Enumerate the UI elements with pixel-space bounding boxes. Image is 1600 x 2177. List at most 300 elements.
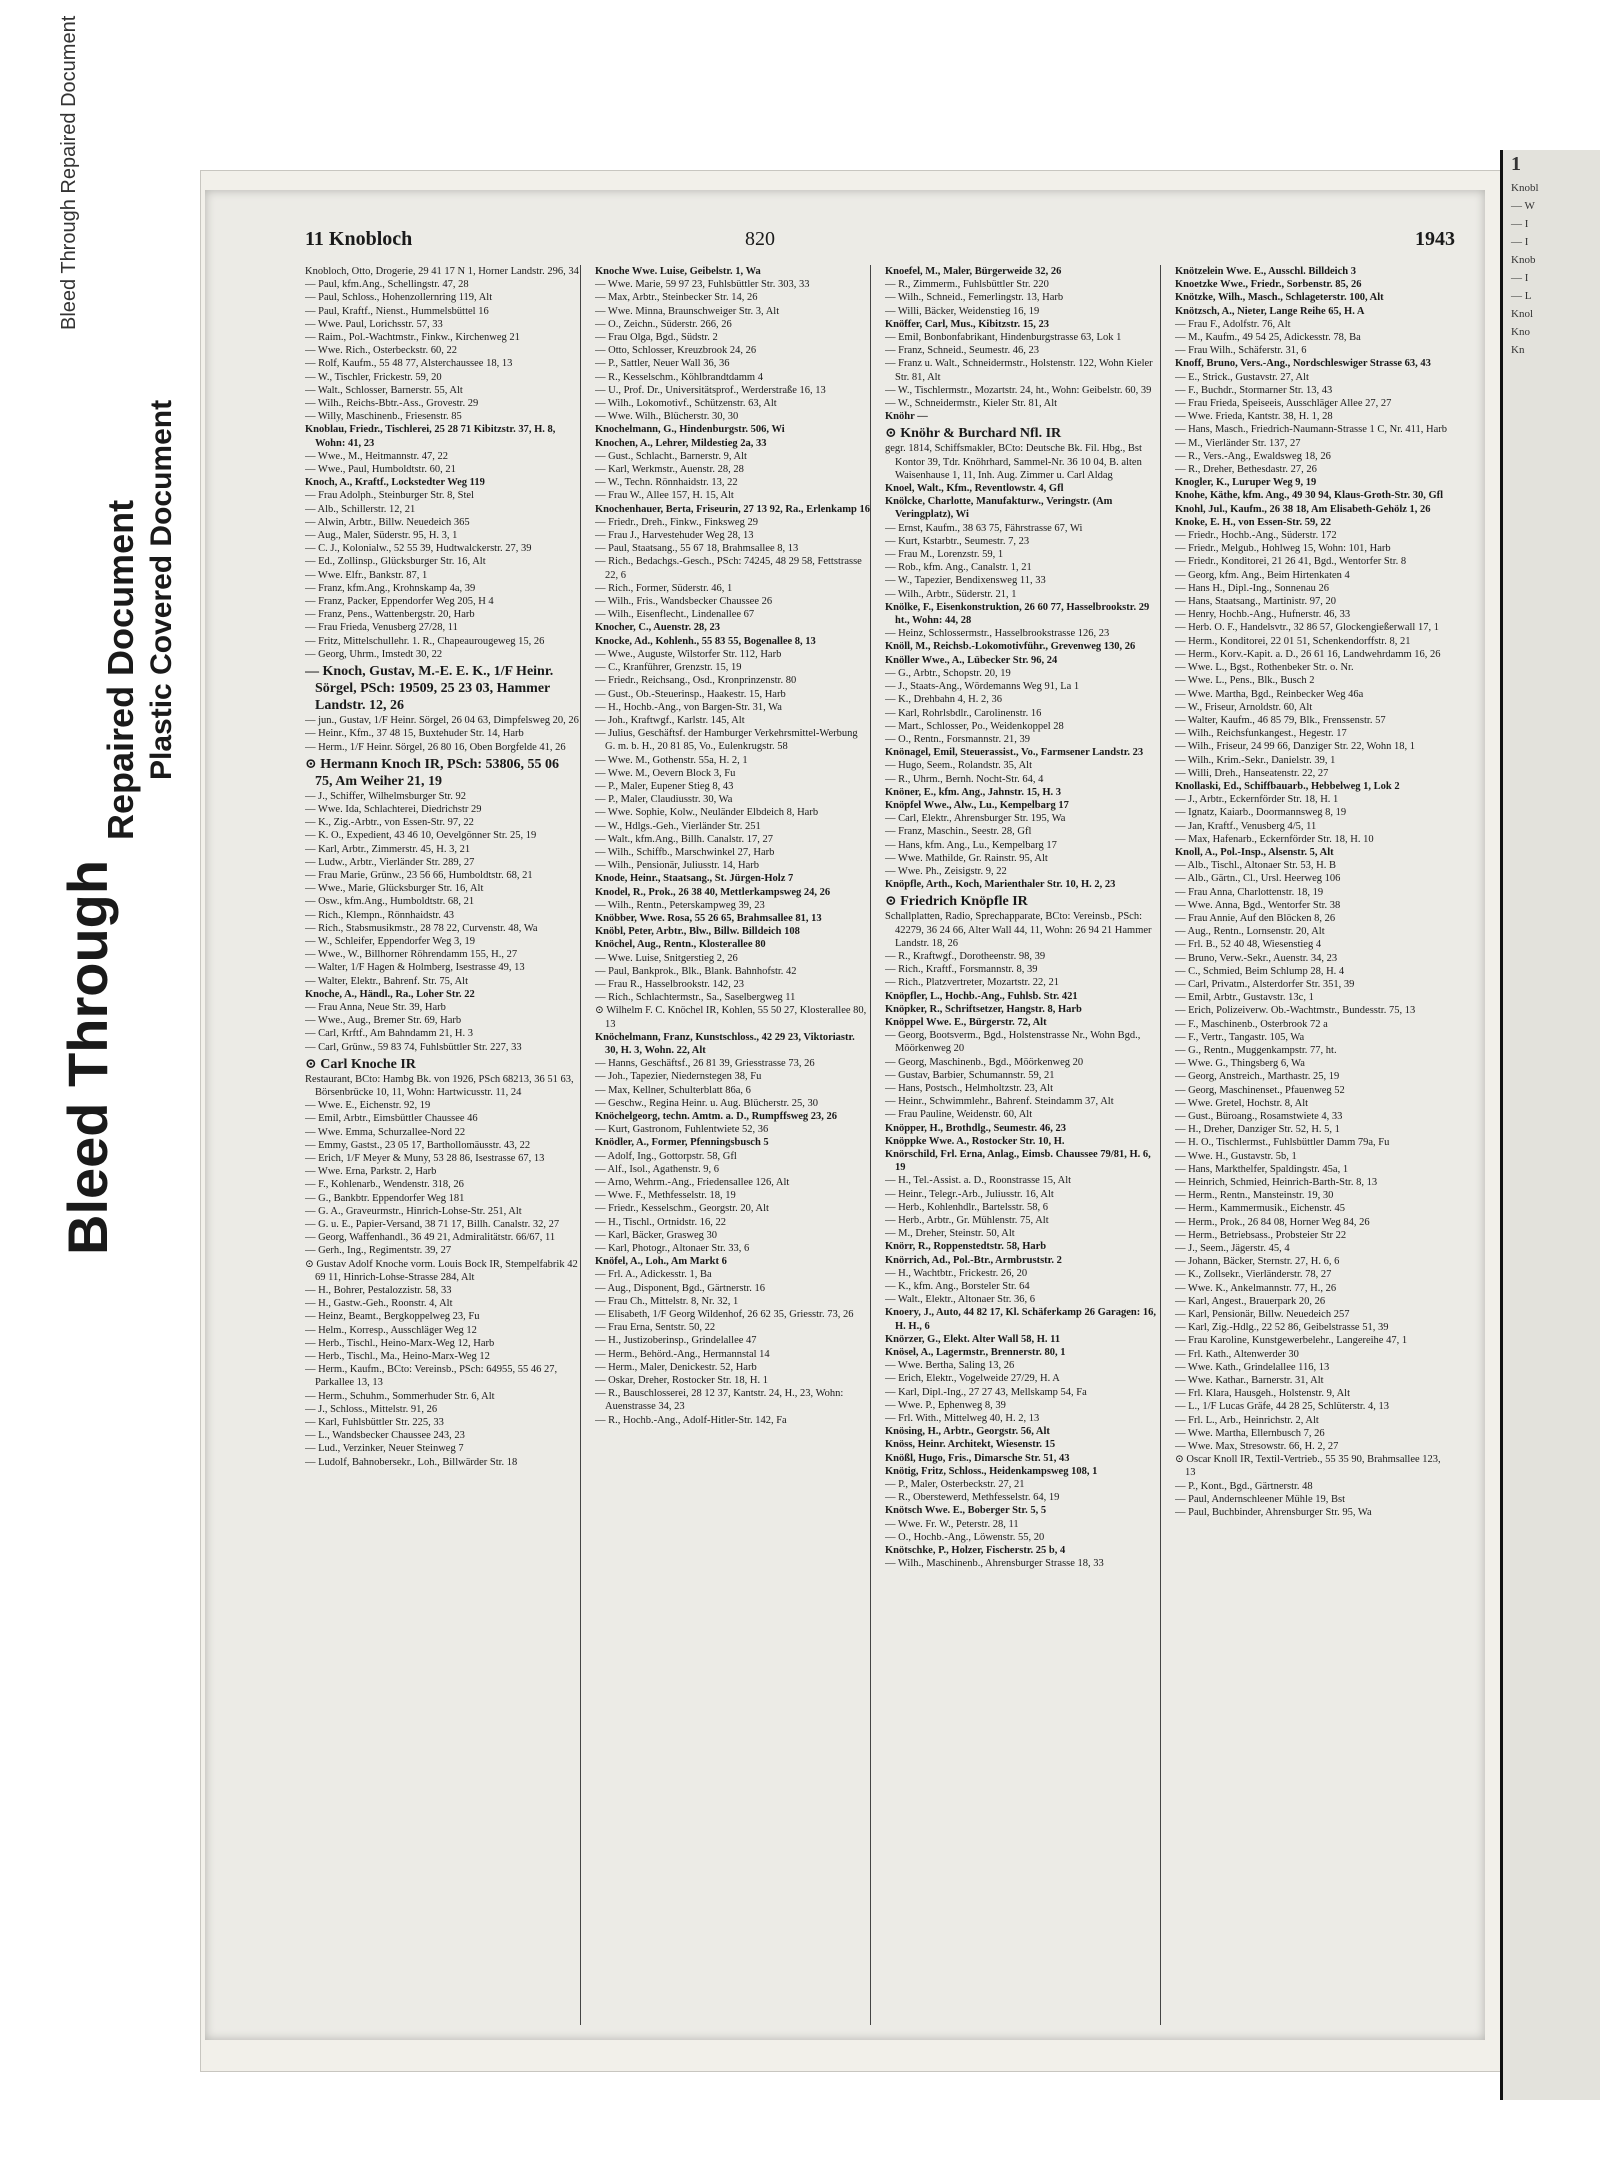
column-2 bbox=[595, 265, 871, 2025]
directory-entry: — Willy, Maschinenb., Friesenstr. 85 bbox=[305, 411, 462, 423]
directory-entry: — Paul, Staatsang., 55 67 18, Brahmsallee 8, 13 bbox=[595, 543, 799, 555]
directory-entry: Knötzke, Wilh., Masch., Schlageterstr. 100, Alt bbox=[1175, 292, 1384, 304]
directory-entry: — Wwe. Frieda, Kantstr. 38, H. 1, 28 bbox=[1175, 411, 1333, 423]
directory-entry: — Friedr., Kesselschm., Georgstr. 20, Alt bbox=[595, 1203, 769, 1215]
directory-entry: — Wilh., Krim.-Sekr., Danielstr. 39, 1 bbox=[1175, 754, 1336, 766]
directory-entry: — Gerh., Ing., Regimentstr. 39, 27 bbox=[305, 1245, 452, 1257]
directory-entry: — Henry, Hochb.-Ang., Hufnerstr. 46, 33 bbox=[1175, 609, 1351, 621]
directory-entry: — Gust., Schlacht., Barnerstr. 9, Alt bbox=[595, 450, 747, 462]
directory-entry: — Wwe., Paul, Humboldtstr. 60, 21 bbox=[305, 464, 456, 476]
directory-entry: — Franz, Schneid., Seumestr. 46, 23 bbox=[885, 345, 1039, 357]
directory-entry: — W., Hdlgs.-Geh., Vierländer Str. 251 bbox=[595, 820, 761, 832]
directory-entry: Knörr, R., Roppenstedtstr. 58, Harb bbox=[885, 1241, 1047, 1253]
directory-entry: — R., Bauschlosserei, 28 12 37, Kantstr. 24, H., 23, Wohn: Auenstrasse 34, 23 bbox=[595, 1388, 844, 1413]
directory-entry: — Hans, Postsch., Helmholtzstr. 23, Alt bbox=[885, 1082, 1053, 1094]
directory-entry: — Wwe. Mathilde, Gr. Rainstr. 95, Alt bbox=[885, 852, 1048, 864]
directory-entry: — Gust., Ob.-Steuerinsp., Haakestr. 15, Harb bbox=[595, 688, 786, 700]
directory-entry: — Franz, Pens., Wattenbergstr. 20, Harb bbox=[305, 609, 475, 621]
edge-fragment: Knol bbox=[1511, 308, 1533, 320]
directory-entry: — Wwe. M., Oevern Block 3, Fu bbox=[595, 767, 736, 779]
directory-entry: — K., Zig.-Arbtr., von Essen-Str. 97, 22 bbox=[305, 817, 474, 829]
directory-entry: — W., Schleifer, Eppendorfer Weg 3, 19 bbox=[305, 935, 475, 947]
directory-entry: Knöll, M., Reichsb.-Lokomotivführ., Grevenweg 130, 26 bbox=[885, 641, 1136, 653]
directory-entry: — Karl, Bäcker, Grasweg 30 bbox=[595, 1229, 718, 1241]
directory-entry: Knoff, Bruno, Vers.-Ang., Nordschleswiger Strasse 63, 43 bbox=[1175, 358, 1431, 370]
directory-entry: — Wilh., Rentn., Peterskampweg 39, 23 bbox=[595, 899, 765, 911]
directory-entry: — Frl. B., 52 40 48, Wiesenstieg 4 bbox=[1175, 939, 1322, 951]
page-year: 1943 bbox=[1415, 228, 1455, 250]
directory-entry: — W., Techn. Rönnhaidstr. 13, 22 bbox=[595, 477, 738, 489]
directory-entry: — Erich, Polizeiverw. Ob.-Wachtmstr., Bundesstr. 75, 13 bbox=[1175, 1005, 1416, 1017]
directory-entry: — jun., Gustav, 1/F Heinr. Sörgel, 26 04 63, Dimpfelsweg 20, 26 bbox=[305, 715, 579, 727]
directory-entry: — Herb., Tischl., Heino-Marx-Weg 12, Harb bbox=[305, 1337, 495, 1349]
directory-entry: — J., Schiffer, Wilhelmsburger Str. 92 bbox=[305, 790, 467, 802]
directory-entry: — Heinr., Telegr.-Arb., Juliusstr. 16, Alt bbox=[885, 1188, 1054, 1200]
edge-fragment: — L bbox=[1511, 290, 1532, 302]
directory-entry: — F., Maschinenb., Osterbrook 72 a bbox=[1175, 1018, 1328, 1030]
directory-entry: — Frau Anna, Charlottenstr. 18, 19 bbox=[1175, 886, 1324, 898]
edge-fragment: Kn bbox=[1511, 344, 1525, 356]
directory-entry: — Wwe. M., Gothenstr. 55a, H. 2, 1 bbox=[595, 754, 748, 766]
directory-entry: — Wilh., Friseur, 24 99 66, Danziger Str. 22, Wohn 18, 1 bbox=[1175, 741, 1415, 753]
directory-entry: — Wwe. Elfr., Bankstr. 87, 1 bbox=[305, 569, 428, 581]
directory-entry: — K., Zollsekr., Vierländerstr. 78, 27 bbox=[1175, 1269, 1332, 1281]
directory-entry: — Frau M., Lorenzstr. 59, 1 bbox=[885, 549, 1004, 561]
directory-entry: — Walt., Schlosser, Barnerstr. 55, Alt bbox=[305, 384, 463, 396]
directory-entry: — Aug., Maler, Süderstr. 95, H. 3, 1 bbox=[305, 530, 458, 542]
directory-entry: — G. u. E., Papier-Versand, 38 71 17, Billh. Canalstr. 32, 27 bbox=[305, 1219, 560, 1230]
directory-entry: — Rich., Bedachgs.-Gesch., PSch: 74245, 48 29 58, Fettstrasse 22, 6 bbox=[595, 556, 862, 581]
directory-entry: — Julius, Geschäftsf. der Hamburger Verkehrsmittel-Werbung G. m. b. H., 20 81 85, Vo., Eulenkrugstr. 58 bbox=[595, 728, 858, 753]
directory-entry: — J., Staats-Ang., Wördemanns Weg 91, La 1 bbox=[885, 681, 1080, 693]
directory-entry: — Heinr., Kfm., 37 48 15, Buxtehuder Str. 14, Harb bbox=[305, 728, 524, 740]
directory-entry: — K. O., Expedient, 43 46 10, Oevelgönner Str. 25, 19 bbox=[305, 830, 537, 842]
edge-fragment: Kno bbox=[1511, 326, 1530, 338]
directory-entry: — G., Rentn., Muggenkampstr. 77, ht. bbox=[1175, 1044, 1337, 1056]
directory-entry: — Paul, Kraftf., Nienst., Hummelsbüttel 16 bbox=[305, 305, 489, 317]
directory-entry: — Wilh., Schneid., Femerlingstr. 13, Harb bbox=[885, 292, 1064, 304]
directory-entry: ⊙ Friedrich Knöpfle IR bbox=[885, 894, 1028, 910]
directory-entry: — M., Dreher, Steinstr. 50, Alt bbox=[885, 1228, 1015, 1240]
directory-entry: — R., Kesselschm., Köhlbrandtdamm 4 bbox=[595, 371, 763, 383]
directory-entry: Knoel, Walt., Kfm., Reventlowstr. 4, Gfl bbox=[885, 483, 1064, 495]
directory-entry: — Ed., Zollinsp., Glücksburger Str. 16, Alt bbox=[305, 556, 486, 568]
column-3 bbox=[885, 265, 1161, 2025]
directory-entry: — Herb. O. F., Handelsvtr., 32 86 57, Glockengießerwall 17, 1 bbox=[1175, 622, 1439, 634]
directory-entry: — Wilh., Fris., Wandsbecker Chaussee 26 bbox=[595, 596, 773, 608]
directory-entry: ⊙ Wilhelm F. C. Knöchel IR, Kohlen, 55 50 27, Klosterallee 80, 13 bbox=[595, 1005, 867, 1030]
directory-entry: — Lud., Verzinker, Neuer Steinweg 7 bbox=[305, 1443, 464, 1455]
directory-entry: — Wwe. Fr. W., Peterstr. 28, 11 bbox=[885, 1518, 1019, 1530]
directory-entry: — R., Hochb.-Ang., Adolf-Hitler-Str. 142, Fa bbox=[595, 1414, 787, 1426]
directory-entry: — Wwe. Bertha, Saling 13, 26 bbox=[885, 1360, 1015, 1372]
directory-entry: — Max, Hafenarb., Eckernförder Str. 18, H. 10 bbox=[1175, 833, 1374, 845]
directory-entry: — P., Kont., Bgd., Gärtnerstr. 48 bbox=[1175, 1480, 1313, 1492]
directory-entry: — Helm., Korresp., Ausschläger Weg 12 bbox=[305, 1324, 477, 1336]
directory-entry: — Carl, Elektr., Ahrensburger Str. 195, Wa bbox=[885, 813, 1066, 825]
directory-entry: — Karl, Werkmstr., Auenstr. 28, 28 bbox=[595, 464, 744, 476]
directory-entry: — Herb., Kohlenhdlr., Bartelsstr. 58, 6 bbox=[885, 1201, 1049, 1213]
directory-entry: — Hans, Masch., Friedrich-Naumann-Strasse 1 C, Nr. 411, Harb bbox=[1175, 424, 1447, 436]
directory-entry: — Wwe. Ph., Zeisigstr. 9, 22 bbox=[885, 865, 1007, 877]
directory-entry: — Alwin, Arbtr., Billw. Neuedeich 365 bbox=[305, 516, 470, 528]
directory-entry: — R., Dreher, Bethesdastr. 27, 26 bbox=[1175, 464, 1317, 476]
directory-entry: Restaurant, BCto: Hambg Bk. von 1926, PSch 68213, 36 51 63, Börsenbrücke 10, 11, Wohn: Hartwicusstr. 11, 24 bbox=[305, 1073, 574, 1098]
directory-entry: — Wwe., M., Heitmannstr. 47, 22 bbox=[305, 450, 449, 462]
directory-entry: — Herm., Rentn., Mansteinstr. 19, 30 bbox=[1175, 1190, 1334, 1202]
directory-entry: — Wwe. Wilh., Blücherstr. 30, 30 bbox=[595, 411, 739, 423]
directory-entry: Knöss, Heinr. Architekt, Wiesenstr. 15 bbox=[885, 1439, 1056, 1451]
directory-entry: — Walter, Kaufm., 46 85 79, Blk., Frenssenstr. 57 bbox=[1175, 714, 1386, 726]
directory-entry: — J., Arbtr., Eckernförder Str. 18, H. 1 bbox=[1175, 794, 1339, 806]
directory-entry: — Karl, Arbtr., Zimmerstr. 45, H. 3, 21 bbox=[305, 843, 471, 855]
directory-entry: Knöpper, H., Brothdlg., Seumestr. 46, 23 bbox=[885, 1122, 1067, 1134]
directory-entry: — Friedr., Dreh., Finkw., Finksweg 29 bbox=[595, 516, 758, 528]
directory-entry: — Frau Anna, Neue Str. 39, Harb bbox=[305, 1001, 446, 1013]
directory-entry: — Alb., Tischl., Altonaer Str. 53, H. B bbox=[1175, 860, 1337, 872]
directory-entry: — Aug., Rentn., Lornsenstr. 20, Alt bbox=[1175, 926, 1325, 938]
directory-entry: — R., Oberstewerd, Methfesselstr. 64, 19 bbox=[885, 1492, 1060, 1504]
directory-entry: — W., Tischler, Frickestr. 59, 20 bbox=[305, 371, 442, 383]
directory-entry: Knönagel, Emil, Steuerassist., Vo., Farmsener Landstr. 23 bbox=[885, 747, 1144, 759]
column-1 bbox=[305, 265, 581, 2025]
directory-entry: Knösing, H., Arbtr., Georgstr. 56, Alt bbox=[885, 1426, 1050, 1438]
column-4 bbox=[1175, 265, 1450, 2025]
directory-entry: — Franz, Maschin., Seestr. 28, Gfl bbox=[885, 826, 1032, 838]
adjacent-page-edge bbox=[1500, 150, 1600, 2100]
page-number: 820 bbox=[745, 228, 775, 250]
directory-entry: — Friedr., Hochb.-Ang., Süderstr. 172 bbox=[1175, 530, 1337, 542]
directory-entry: Knobloch, Otto, Drogerie, 29 41 17 N 1, Horner Landstr. 296, 34 bbox=[305, 266, 579, 277]
directory-entry: — J., Schloss., Mittelstr. 91, 26 bbox=[305, 1403, 438, 1415]
directory-entry: — Elisabeth, 1/F Georg Wildenhof, 26 62 35, Griesstr. 73, 26 bbox=[595, 1309, 854, 1321]
directory-entry: Knöffer, Carl, Mus., Kibitzstr. 15, 23 bbox=[885, 318, 1050, 330]
directory-entry: — Wilh., Schiffb., Marschwinkel 27, Harb bbox=[595, 846, 775, 858]
directory-entry: — Wilh., Reichsfunkangest., Hegestr. 17 bbox=[1175, 728, 1347, 740]
directory-entry: — L., 1/F Lucas Gräfe, 44 28 25, Schlüterstr. 4, 13 bbox=[1175, 1401, 1390, 1413]
directory-entry: — Oskar, Dreher, Rostocker Str. 18, H. 1 bbox=[595, 1375, 768, 1387]
directory-entry: — Frau Wilh., Schäferstr. 31, 6 bbox=[1175, 345, 1307, 357]
directory-entry: — Hans, Staatsang., Martinistr. 97, 20 bbox=[1175, 596, 1336, 608]
directory-entry: — W., Tischlermstr., Mozartstr. 24, ht., Wohn: Geibelstr. 60, 39 bbox=[885, 384, 1152, 396]
directory-entry: — Gustav, Barbier, Schumannstr. 59, 21 bbox=[885, 1069, 1055, 1081]
directory-entry: — Karl, Fuhlsbüttler Str. 225, 33 bbox=[305, 1417, 444, 1429]
directory-entry: — Arno, Wehrm.-Ang., Friedensallee 126, Alt bbox=[595, 1177, 790, 1189]
directory-entry: — Karl, Dipl.-Ing., 27 27 43, Mellskamp 54, Fa bbox=[885, 1386, 1087, 1398]
directory-entry: — Ludw., Arbtr., Vierländer Str. 289, 27 bbox=[305, 856, 475, 868]
directory-entry: Knötsch Wwe. E., Boberger Str. 5, 5 bbox=[885, 1505, 1047, 1517]
directory-entry: — Wwe. Sophie, Kolw., Neuländer Elbdeich 8, Harb bbox=[595, 807, 819, 819]
directory-entry: — F., Vertr., Tangastr. 105, Wa bbox=[1175, 1031, 1305, 1043]
directory-entry: — H., Tel.-Assist. a. D., Roonstrasse 15, Alt bbox=[885, 1175, 1072, 1187]
directory-entry: — J., Seem., Jägerstr. 45, 4 bbox=[1175, 1243, 1290, 1255]
directory-entry: Knöbber, Wwe. Rosa, 55 26 65, Brahmsallee 81, 13 bbox=[595, 912, 822, 924]
directory-entry: — C., Schmied, Beim Schlump 28, H. 4 bbox=[1175, 965, 1345, 977]
directory-entry: Knöppke Wwe. A., Rostocker Str. 10, H. bbox=[885, 1135, 1065, 1147]
directory-entry: — H., Tischl., Ortnidstr. 16, 22 bbox=[595, 1216, 726, 1228]
directory-entry: Knötzsch, A., Nieter, Lange Reihe 65, H. A bbox=[1175, 305, 1365, 317]
edge-fragment: Knobl bbox=[1511, 182, 1539, 194]
directory-entry: — Bruno, Verw.-Sekr., Auenstr. 34, 23 bbox=[1175, 952, 1338, 964]
directory-entry: — Paul, Buchbinder, Ahrensburger Str. 95, Wa bbox=[1175, 1507, 1372, 1519]
directory-entry: — L., Wandsbecker Chaussee 243, 23 bbox=[305, 1430, 465, 1442]
directory-entry: ⊙ Knöhr & Burchard Nfl. IR bbox=[885, 426, 1062, 442]
directory-entry: — Rich., Platzvertreter, Mozartstr. 22, 21 bbox=[885, 977, 1059, 989]
directory-entry: — Willi, Bäcker, Weidenstieg 16, 19 bbox=[885, 305, 1040, 317]
directory-entry: — Wilh., Reichs-Bbtr.-Ass., Grovestr. 29 bbox=[305, 398, 479, 410]
directory-entry: — C., Kranführer, Grenzstr. 15, 19 bbox=[595, 662, 742, 674]
directory-entry: — G. A., Graveurmstr., Hinrich-Lohse-Str. 251, Alt bbox=[305, 1205, 522, 1217]
directory-entry: Knochelmann, G., Hindenburgstr. 506, Wi bbox=[595, 424, 785, 436]
directory-entry: — H., Gastw.-Geh., Roonstr. 4, Alt bbox=[305, 1298, 453, 1310]
directory-entry: — Wwe. L., Pens., Blk., Busch 2 bbox=[1175, 675, 1315, 687]
directory-entry: — Wwe. Max, Stresowstr. 66, H. 2, 27 bbox=[1175, 1441, 1339, 1453]
directory-entry: — Frau Pauline, Weidenstr. 60, Alt bbox=[885, 1109, 1033, 1121]
directory-entry: — Wilh., Maschinenb., Ahrensburger Strasse 18, 33 bbox=[885, 1558, 1104, 1570]
directory-entry: — Wwe. Gretel, Hochstr. 8, Alt bbox=[1175, 1097, 1309, 1109]
directory-entry: — Ernst, Kaufm., 38 63 75, Fährstrasse 67, Wi bbox=[885, 522, 1083, 534]
directory-entry: — Wwe. Erna, Parkstr. 2, Harb bbox=[305, 1166, 437, 1178]
directory-entry: Knollaski, Ed., Schiffbauarb., Hebbelweg 1, Lok 2 bbox=[1175, 780, 1400, 792]
directory-entry: — H., Hochb.-Ang., von Bargen-Str. 31, Wa bbox=[595, 701, 782, 713]
directory-entry: — Rich., Klempn., Rönnhaidstr. 43 bbox=[305, 909, 455, 921]
directory-entry: — Ludolf, Bahnobersekr., Loh., Billwärder Str. 18 bbox=[305, 1456, 518, 1468]
directory-entry: — Karl, Zig.-Hdlg., 22 52 86, Geibelstrasse 51, 39 bbox=[1175, 1322, 1389, 1334]
directory-entry: — Heinr., Schwimmlehr., Bahrenf. Steindamm 37, Alt bbox=[885, 1096, 1114, 1108]
directory-entry: — Wwe. Minna, Braunschweiger Str. 3, Alt bbox=[595, 305, 780, 317]
directory-entry: — Frau R., Hasselbrookstr. 142, 23 bbox=[595, 978, 745, 990]
directory-entry: — Rich., Former, Süderstr. 46, 1 bbox=[595, 582, 733, 594]
directory-entry: — C. J., Kolonialw., 52 55 39, Hudtwalckerstr. 27, 39 bbox=[305, 543, 532, 555]
directory-entry: Knöppel Wwe. E., Bürgerstr. 72, Alt bbox=[885, 1016, 1047, 1028]
directory-entry: Knörschild, Frl. Erna, Anlag., Eimsb. Chaussee 79/81, H. 6, 19 bbox=[885, 1149, 1151, 1174]
directory-entry: — Kurt, Gastronom, Fuhlentwiete 52, 36 bbox=[595, 1124, 769, 1136]
directory-entry: — Geschw., Regina Heinr. u. Aug. Blücherstr. 25, 30 bbox=[595, 1097, 818, 1109]
directory-entry: — Alf., Isol., Agathenstr. 9, 6 bbox=[595, 1163, 719, 1175]
directory-entry: — H., Dreher, Danziger Str. 52, H. 5, 1 bbox=[1175, 1124, 1340, 1136]
directory-entry: — Herm., Betriebsass., Probsteier Str 22 bbox=[1175, 1229, 1347, 1241]
directory-entry: — H. O., Tischlermst., Fuhlsbüttler Damm 79a, Fu bbox=[1175, 1137, 1390, 1149]
directory-entry: — Osw., kfm.Ang., Humboldtstr. 68, 21 bbox=[305, 896, 475, 908]
directory-entry: — Karl, Rohrlsbdlr., Carolinenstr. 16 bbox=[885, 707, 1042, 719]
directory-entry: Knohl, Jul., Kaufm., 26 38 18, Am Elisabeth-Gehölz 1, 26 bbox=[1175, 503, 1431, 515]
directory-entry: — Wwe. Martha, Ellernbusch 7, 26 bbox=[1175, 1427, 1325, 1439]
directory-entry: Schallplatten, Radio, Sprechapparate, BCto: Vereinsb., PSch: 42279, 36 24 66, Alter Wall 44, 11, Wohn: 26 94 21 Hammer Landstr. 18, 26 bbox=[885, 911, 1152, 949]
directory-entry: — Franz, kfm.Ang., Krohnskamp 4a, 39 bbox=[305, 582, 476, 594]
directory-entry: — Adolf, Ing., Gottorpstr. 58, Gfl bbox=[595, 1150, 737, 1162]
directory-entry: — Georg, Anstreich., Marthastr. 25, 19 bbox=[1175, 1071, 1340, 1083]
directory-entry: — R., Uhrm., Bernh. Nocht-Str. 64, 4 bbox=[885, 773, 1044, 785]
directory-entry: — Jan, Kraftf., Venusberg 4/5, 11 bbox=[1175, 820, 1317, 832]
directory-entry: Knöfel, A., Loh., Am Markt 6 bbox=[595, 1256, 727, 1268]
directory-entry: Knoll, A., Pol.-Insp., Alsenstr. 5, Alt bbox=[1175, 846, 1334, 858]
directory-entry: — Wwe. Kath., Grindelallee 116, 13 bbox=[1175, 1361, 1330, 1373]
directory-entry: Knode, Heinr., Staatsang., St. Jürgen-Holz 7 bbox=[595, 873, 794, 885]
directory-entry: — O., Hochb.-Ang., Löwenstr. 55, 20 bbox=[885, 1531, 1045, 1543]
directory-entry: — Frl. Klara, Hausgeh., Holstenstr. 9, Alt bbox=[1175, 1388, 1350, 1400]
directory-entry: — Hans, Markthelfer, Spaldingstr. 45a, 1 bbox=[1175, 1163, 1349, 1175]
directory-entry: ⊙ Oscar Knoll IR, Textil-Vertrieb., 55 35 90, Brahmsallee 123, 13 bbox=[1175, 1454, 1441, 1479]
directory-entry: — P., Maler, Eupener Stieg 8, 43 bbox=[595, 780, 734, 792]
directory-entry: — P., Sattler, Neuer Wall 36, 36 bbox=[595, 358, 730, 370]
edge-fragment: Knob bbox=[1511, 254, 1536, 266]
directory-entry: — M., Vierländer Str. 137, 27 bbox=[1175, 437, 1301, 449]
directory-entry: — Georg, Maschinenb., Bgd., Möörkenweg 20 bbox=[885, 1056, 1084, 1068]
directory-entry: Knoefel, M., Maler, Bürgerweide 32, 26 bbox=[885, 266, 1062, 277]
directory-entry: — G., Arbtr., Schopstr. 20, 19 bbox=[885, 667, 1011, 679]
directory-entry: — Herm., 1/F Heinr. Sörgel, 26 80 16, Oben Borgfelde 41, 26 bbox=[305, 741, 566, 753]
directory-entry: — Joh., Tapezier, Niedernstegen 38, Fu bbox=[595, 1071, 762, 1083]
directory-entry: Knöchel, Aug., Rentn., Klosterallee 80 bbox=[595, 939, 766, 951]
directory-entry: — Max, Kellner, Schulterblatt 86a, 6 bbox=[595, 1084, 751, 1096]
directory-entry: — Kurt, Kstarbtr., Seumestr. 7, 23 bbox=[885, 535, 1030, 547]
directory-entry: Knöner, E., kfm. Ang., Jahnstr. 15, H. 3 bbox=[885, 786, 1062, 798]
directory-entry: — Alb., Gärtn., Cl., Ursl. Heerweg 106 bbox=[1175, 873, 1341, 885]
directory-entry: — Frau W., Allee 157, H. 15, Alt bbox=[595, 490, 734, 502]
directory-entry: Knoche Wwe. Luise, Geibelstr. 1, Wa bbox=[595, 266, 761, 277]
directory-entry: Knöpfler, L., Hochb.-Ang., Fuhlsb. Str. 421 bbox=[885, 990, 1078, 1002]
directory-entry: — Paul, Andernschleener Mühle 19, Bst bbox=[1175, 1493, 1346, 1505]
directory-entry: — H., Justizoberinsp., Grindelallee 47 bbox=[595, 1335, 757, 1347]
directory-entry: Knölcke, Charlotte, Manufakturw., Veringstr. (Am Veringplatz), Wi bbox=[885, 496, 1113, 521]
directory-entry: Knötzelein Wwe. E., Ausschl. Billdeich 3 bbox=[1175, 266, 1356, 277]
directory-entry: — Emil, Arbtr., Eimsbüttler Chaussee 46 bbox=[305, 1113, 478, 1125]
directory-entry: — Frl. A., Adickesstr. 1, Ba bbox=[595, 1269, 712, 1281]
directory-entry: — Frau Annie, Auf den Blöcken 8, 26 bbox=[1175, 912, 1336, 924]
directory-entry: — Emil, Arbtr., Gustavstr. 13c, 1 bbox=[1175, 992, 1314, 1004]
directory-entry: — Herm., Maler, Denickestr. 52, Harb bbox=[595, 1361, 757, 1373]
directory-entry: — Herm., Schuhm., Sommerhuder Str. 6, Alt bbox=[305, 1390, 495, 1402]
directory-entry: — Karl, Photogr., Altonaer Str. 33, 6 bbox=[595, 1243, 750, 1255]
directory-entry: — Frau Karoline, Kunstgewerbelehr., Langereihe 47, 1 bbox=[1175, 1335, 1408, 1347]
directory-entry: — Willi, Dreh., Hanseatenstr. 22, 27 bbox=[1175, 767, 1329, 779]
edge-fragment: — I bbox=[1511, 236, 1529, 248]
directory-entry: — O., Rentn., Forsmannstr. 21, 39 bbox=[885, 733, 1030, 745]
directory-entry: — F., Buchdr., Stormarner Str. 13, 43 bbox=[1175, 384, 1333, 396]
directory-entry: Knöchelmann, Franz, Kunstschloss., 42 29 23, Viktoriastr. 30, H. 3, Wohn. 22, Alt bbox=[595, 1031, 855, 1056]
directory-entry: — Wilh., Eisenflecht., Lindenallee 67 bbox=[595, 609, 755, 621]
directory-entry: — W., Tapezier, Bendixensweg 11, 33 bbox=[885, 575, 1046, 587]
annotation-plastic-covered: Plastic Covered Document bbox=[145, 399, 178, 780]
directory-entry: Knogler, K., Luruper Weg 9, 19 bbox=[1175, 477, 1317, 489]
directory-entry: — Frl. L., Arb., Heinrichstr. 2, Alt bbox=[1175, 1414, 1319, 1426]
directory-entry: — Joh., Kraftwgf., Karlstr. 145, Alt bbox=[595, 714, 745, 726]
directory-entry: Knöller Wwe., A., Lübecker Str. 96, 24 bbox=[885, 654, 1058, 666]
directory-entry: — Wwe., Aug., Bremer Str. 69, Harb bbox=[305, 1015, 462, 1027]
directory-entry: — Herm., Prok., 26 84 08, Horner Weg 84, 26 bbox=[1175, 1216, 1370, 1228]
directory-entry: Knohe, Käthe, kfm. Ang., 49 30 94, Klaus-Groth-Str. 30, Gfl bbox=[1175, 490, 1444, 502]
directory-entry: — Erich, Elektr., Vogelweide 27/29, H. A bbox=[885, 1373, 1060, 1385]
directory-entry: — Paul, kfm.Ang., Schellingstr. 47, 28 bbox=[305, 279, 469, 291]
directory-entry: — Herm., Korv.-Kapit. a. D., 26 61 16, Landwehrdamm 16, 26 bbox=[1175, 648, 1441, 660]
directory-entry: — Frau F., Adolfstr. 76, Alt bbox=[1175, 318, 1291, 330]
directory-entry: — Georg, Maschinenset., Pfauenweg 52 bbox=[1175, 1084, 1345, 1096]
directory-entry: — Fritz, Mittelschullehr. 1. R., Chapeaurougeweg 15, 26 bbox=[305, 635, 545, 647]
directory-entry: Knöhr — bbox=[885, 411, 928, 423]
directory-entry: Knölke, F., Eisenkonstruktion, 26 60 77, Hasselbrookstr. 29 ht., Wohn: 44, 28 bbox=[885, 601, 1150, 627]
directory-entry: Knoke, E. H., von Essen-Str. 59, 22 bbox=[1175, 516, 1331, 528]
directory-entry: Knößl, Hugo, Fris., Dimarsche Str. 51, 43 bbox=[885, 1452, 1070, 1464]
directory-entry: — Walt., Elektr., Altonaer Str. 36, 6 bbox=[885, 1294, 1036, 1306]
directory-entry: — R., Zimmerm., Fuhlsbüttler Str. 220 bbox=[885, 279, 1049, 291]
directory-entry: — Herm., Kammermusik., Eichenstr. 45 bbox=[1175, 1203, 1346, 1215]
directory-entry: — Alb., Schillerstr. 12, 21 bbox=[305, 503, 416, 515]
directory-entry: — Friedr., Melgub., Hohlweg 15, Wohn: 101, Harb bbox=[1175, 543, 1391, 555]
directory-entry: Knoery, J., Auto, 44 82 17, Kl. Schäferkamp 26 Garagen: 16, H. H., 6 bbox=[885, 1307, 1156, 1332]
directory-entry: — Frl. With., Mittelweg 40, H. 2, 13 bbox=[885, 1413, 1040, 1425]
directory-entry: — W., Schneidermstr., Kieler Str. 81, Alt bbox=[885, 398, 1058, 410]
directory-entry: — Aug., Disponent, Bgd., Gärtnerstr. 16 bbox=[595, 1282, 766, 1294]
directory-entry: — Wwe. Emma, Schurzallee-Nord 22 bbox=[305, 1126, 466, 1138]
edge-fragment: — I bbox=[1511, 272, 1529, 284]
directory-entry: — P., Maler, Claudiusstr. 30, Wa bbox=[595, 794, 733, 806]
directory-entry: — Carl, Krftf., Am Bahndamm 21, H. 3 bbox=[305, 1028, 473, 1040]
directory-columns bbox=[305, 265, 1465, 2025]
directory-entry: — O., Zeichn., Süderstr. 266, 26 bbox=[595, 318, 732, 330]
directory-entry: — Franz u. Walt., Schneidermstr., Holstenstr. 122, Wohn Kieler Str. 81, Alt bbox=[885, 358, 1153, 383]
directory-entry: Knötschke, P., Holzer, Fischerstr. 25 b, 4 bbox=[885, 1545, 1066, 1557]
directory-entry: — Wwe. P., Ephenweg 8, 39 bbox=[885, 1399, 1006, 1411]
directory-entry: Knörrich, Ad., Pol.-Btr., Armbruststr. 2 bbox=[885, 1254, 1062, 1266]
directory-entry: — Wwe. Kathar., Barnerstr. 31, Alt bbox=[1175, 1375, 1324, 1387]
directory-entry: ⊙ Carl Knoche IR bbox=[305, 1056, 416, 1072]
directory-entry: Knöpfel Wwe., Alw., Lu., Kempelbarg 17 bbox=[885, 799, 1069, 811]
directory-entry: — U., Prof. Dr., Universitätsprof., Werderstraße 16, 13 bbox=[595, 384, 826, 396]
directory-entry: — Erich, 1/F Meyer & Muny, 53 28 86, Isestrasse 67, 13 bbox=[305, 1152, 545, 1164]
directory-entry: — Wwe. Luise, Snitgerstieg 2, 26 bbox=[595, 952, 738, 964]
directory-entry: — K., Drehbahn 4, H. 2, 36 bbox=[885, 694, 1002, 706]
directory-entry: — Karl, Pensionär, Billw. Neuedeich 257 bbox=[1175, 1309, 1350, 1321]
directory-entry: Knöchelgeorg, techn. Amtm. a. D., Rumpffsweg 23, 26 bbox=[595, 1111, 838, 1122]
directory-entry: — Walter, 1/F Hagen & Holmberg, Isestrasse 49, 13 bbox=[305, 962, 525, 974]
directory-entry: — Georg, Uhrm., Imstedt 30, 22 bbox=[305, 648, 443, 660]
annotation-bleed-through: Bleed Through bbox=[56, 859, 119, 1255]
directory-entry: — Georg, kfm. Ang., Beim Hirtenkaten 4 bbox=[1175, 569, 1350, 581]
directory-entry: — Herm., Behörd.-Ang., Hermannstal 14 bbox=[595, 1348, 770, 1360]
directory-entry: — Frau Marie, Grünw., 23 56 66, Humboldtstr. 68, 21 bbox=[305, 869, 533, 881]
directory-entry: — Wwe. Rich., Osterbeckstr. 60, 22 bbox=[305, 345, 458, 357]
directory-entry: ⊙ Hermann Knoch IR, PSch: 53806, 55 06 75, Am Weiher 21, 19 bbox=[305, 756, 560, 789]
directory-entry: — Herm., Kaufm., BCto: Vereinsb., PSch: 64955, 55 46 27, Parkallee 13, 13 bbox=[305, 1364, 558, 1389]
directory-entry: — Frau Olga, Bgd., Südstr. 2 bbox=[595, 332, 718, 344]
directory-entry: — G., Bankbtr. Eppendorfer Weg 181 bbox=[305, 1192, 465, 1204]
directory-entry: — Frau Frieda, Speiseeis, Ausschläger Allee 27, 27 bbox=[1175, 398, 1392, 410]
directory-entry: — E., Strick., Gustavstr. 27, Alt bbox=[1175, 371, 1309, 383]
directory-entry: — Frau Ch., Mittelstr. 8, Nr. 32, 1 bbox=[595, 1295, 739, 1307]
directory-entry: — Rich., Kraftf., Forsmannstr. 8, 39 bbox=[885, 964, 1038, 976]
directory-entry: — Walter, Elektr., Bahrenf. Str. 75, Alt bbox=[305, 975, 469, 987]
directory-entry: — Emmy, Gastst., 23 05 17, Barthollomäusstr. 43, 22 bbox=[305, 1139, 531, 1151]
directory-entry: Knödler, A., Former, Pfenningsbusch 5 bbox=[595, 1137, 769, 1149]
directory-entry: — Otto, Schlosser, Kreuzbrook 24, 26 bbox=[595, 345, 757, 357]
directory-entry: — Paul, Schloss., Hohenzollernring 119, Alt bbox=[305, 292, 493, 304]
directory-entry: — Hans, kfm. Ang., Lu., Kempelbarg 17 bbox=[885, 839, 1057, 851]
directory-entry: — Wwe., W., Billhorner Röhrendamm 155, H., 27 bbox=[305, 949, 518, 961]
directory-entry: — Raim., Pol.-Wachtmstr., Finkw., Kirchenweg 21 bbox=[305, 332, 520, 344]
directory-entry: — Emil, Bonbonfabrikant, Hindenburgstrasse 63, Lok 1 bbox=[885, 332, 1122, 344]
directory-entry: — Heinz, Schlossermstr., Hasselbrookstrasse 126, 23 bbox=[885, 628, 1110, 640]
directory-entry: — Wwe. L., Bgst., Rothenbeker Str. o. Nr. bbox=[1175, 662, 1354, 674]
directory-entry: — Wilh., Arbtr., Süderstr. 21, 1 bbox=[885, 588, 1017, 600]
directory-entry: — Wwe. Anna, Bgd., Wentorfer Str. 38 bbox=[1175, 899, 1341, 911]
directory-entry: Knöpfle, Arth., Koch, Marienthaler Str. 10, H. 2, 23 bbox=[885, 879, 1116, 891]
annotation-repaired-document: Repaired Document bbox=[100, 499, 141, 840]
directory-entry: Knoch, A., Kraftf., Lockstedter Weg 119 bbox=[305, 477, 485, 489]
directory-entry: Knocher, C., Auenstr. 28, 23 bbox=[595, 622, 720, 634]
annotation-labels bbox=[0, 0, 200, 2177]
directory-entry: — Rich., Stabsmusikmstr., 28 78 22, Curvenstr. 48, Wa bbox=[305, 922, 538, 934]
directory-entry: Knoche, A., Händl., Ra., Loher Str. 22 bbox=[305, 988, 475, 1000]
